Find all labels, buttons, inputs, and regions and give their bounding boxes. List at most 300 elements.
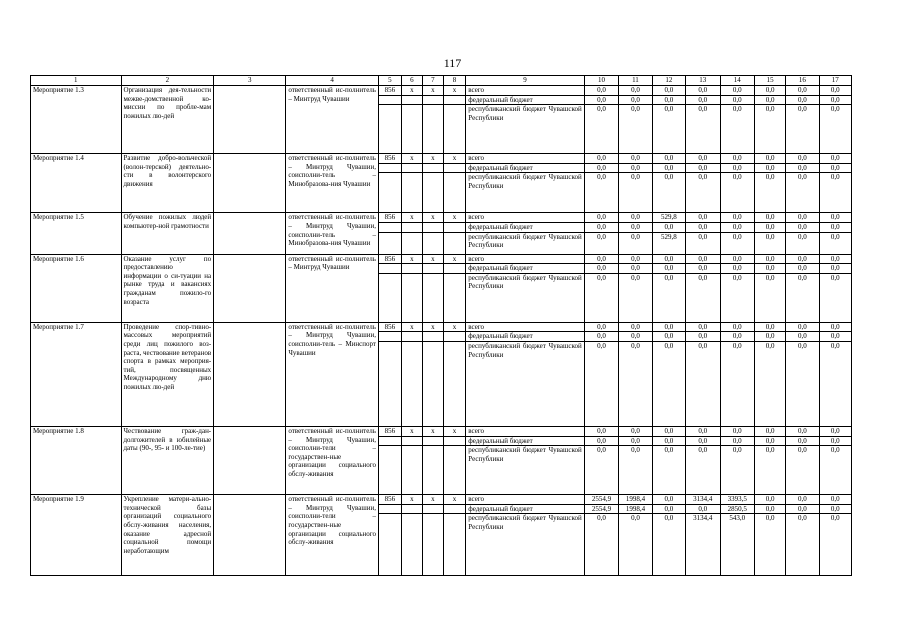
empty-cell <box>379 436 402 446</box>
amount-value: 0,0 <box>786 495 819 505</box>
column-number-row <box>31 76 852 86</box>
amount-value: 0,0 <box>819 154 851 164</box>
amount-value: 0,0 <box>720 154 754 164</box>
amount-value: 0,0 <box>619 213 652 223</box>
empty-cell <box>423 264 443 274</box>
measure-id: Мероприятие 1.9 <box>31 495 122 576</box>
amount-value: 0,0 <box>819 105 851 154</box>
empty-cell <box>214 254 286 322</box>
empty-cell <box>401 273 423 322</box>
amount-value: 0,0 <box>584 213 618 223</box>
amount-value: 0,0 <box>686 154 720 164</box>
empty-cell <box>423 173 443 213</box>
amount-value: 0,0 <box>720 341 754 426</box>
empty-cell <box>423 232 443 254</box>
column-number: 10 <box>584 76 618 86</box>
amount-value: 0,0 <box>652 163 685 173</box>
funding-source: всего <box>466 322 585 332</box>
amount-value: 0,0 <box>720 254 754 264</box>
amount-value: 0,0 <box>720 264 754 274</box>
empty-cell <box>401 105 423 154</box>
amount-value: 529,8 <box>652 213 685 223</box>
amount-value: 0,0 <box>754 332 785 342</box>
amount-value: 0,0 <box>786 222 819 232</box>
funding-source: федеральный бюджет <box>466 436 585 446</box>
code-cell: x <box>401 86 423 96</box>
empty-cell <box>423 222 443 232</box>
empty-cell <box>379 232 402 254</box>
code-cell: x <box>401 322 423 332</box>
empty-cell <box>379 514 402 576</box>
amount-value: 0,0 <box>720 322 754 332</box>
amount-value: 0,0 <box>754 341 785 426</box>
measure-id: Мероприятие 1.7 <box>31 322 122 426</box>
amount-value: 0,0 <box>652 95 685 105</box>
amount-value: 0,0 <box>686 95 720 105</box>
amount-value: 0,0 <box>819 341 851 426</box>
empty-cell <box>379 273 402 322</box>
table-row <box>31 322 852 332</box>
empty-cell <box>443 341 466 426</box>
amount-value: 0,0 <box>819 264 851 274</box>
empty-cell <box>379 504 402 514</box>
column-number: 1 <box>31 76 122 86</box>
amount-value: 0,0 <box>584 254 618 264</box>
amount-value: 0,0 <box>686 426 720 436</box>
amount-value: 0,0 <box>652 264 685 274</box>
empty-cell <box>214 154 286 213</box>
responsible-executor: ответственный ис-полнитель – Минтруд Чувашии, соисполни-тель – Минобразова-ния Чувашии <box>286 213 379 254</box>
amount-value: 0,0 <box>619 514 652 576</box>
empty-cell <box>443 163 466 173</box>
amount-value: 0,0 <box>819 514 851 576</box>
measure-name: Развитие добро-вольческой (волон-терской) деятельно-сти в волонтерского движения <box>121 154 214 213</box>
amount-value: 0,0 <box>619 264 652 274</box>
amount-value: 0,0 <box>652 273 685 322</box>
empty-cell <box>401 173 423 213</box>
amount-value: 0,0 <box>584 105 618 154</box>
code-cell: x <box>443 154 466 164</box>
empty-cell <box>401 341 423 426</box>
amount-value: 0,0 <box>584 322 618 332</box>
amount-value: 0,0 <box>720 222 754 232</box>
amount-value: 0,0 <box>686 273 720 322</box>
amount-value: 3393,5 <box>720 495 754 505</box>
amount-value: 0,0 <box>584 341 618 426</box>
code-cell: x <box>401 495 423 505</box>
funding-source: республиканский бюджет Чувашской Республики <box>466 514 585 576</box>
code-cell: x <box>423 254 443 264</box>
column-number: 12 <box>652 76 685 86</box>
amount-value: 0,0 <box>819 322 851 332</box>
amount-value: 0,0 <box>619 446 652 495</box>
amount-value: 0,0 <box>652 341 685 426</box>
amount-value: 0,0 <box>584 232 618 254</box>
empty-cell <box>423 436 443 446</box>
column-number: 4 <box>286 76 379 86</box>
budget-code: 856 <box>379 254 402 264</box>
funding-source: федеральный бюджет <box>466 222 585 232</box>
amount-value: 0,0 <box>754 254 785 264</box>
amount-value: 0,0 <box>686 322 720 332</box>
amount-value: 0,0 <box>619 86 652 96</box>
code-cell: x <box>401 154 423 164</box>
amount-value: 0,0 <box>786 173 819 213</box>
amount-value: 0,0 <box>786 254 819 264</box>
budget-code: 856 <box>379 322 402 332</box>
amount-value: 0,0 <box>754 436 785 446</box>
column-number: 6 <box>401 76 423 86</box>
amount-value: 0,0 <box>754 154 785 164</box>
funding-source: федеральный бюджет <box>466 504 585 514</box>
column-number: 17 <box>819 76 851 86</box>
amount-value: 0,0 <box>652 436 685 446</box>
amount-value: 0,0 <box>754 322 785 332</box>
measure-name: Оказание услуг по предоставлению информации о си-туации на рынке труда и вакансиях гражданам пожило-го возраста <box>121 254 214 322</box>
table-row <box>31 254 852 264</box>
amount-value: 0,0 <box>754 495 785 505</box>
column-number: 16 <box>786 76 819 86</box>
code-cell: x <box>401 426 423 436</box>
amount-value: 0,0 <box>652 504 685 514</box>
empty-cell <box>423 163 443 173</box>
code-cell: x <box>443 86 466 96</box>
amount-value: 0,0 <box>686 213 720 223</box>
amount-value: 0,0 <box>754 222 785 232</box>
amount-value: 0,0 <box>819 222 851 232</box>
empty-cell <box>401 436 423 446</box>
empty-cell <box>401 163 423 173</box>
empty-cell <box>443 105 466 154</box>
empty-cell <box>401 514 423 576</box>
measure-name: Укрепление матери-ально-технической базы организаций социального обслу-живания населения, оказание адресной социальной помощи неработающим <box>121 495 214 576</box>
amount-value: 0,0 <box>720 232 754 254</box>
amount-value: 0,0 <box>754 514 785 576</box>
amount-value: 0,0 <box>652 426 685 436</box>
funding-source: всего <box>466 154 585 164</box>
empty-cell <box>443 446 466 495</box>
budget-code: 856 <box>379 495 402 505</box>
column-number: 2 <box>121 76 214 86</box>
amount-value: 0,0 <box>786 332 819 342</box>
empty-cell <box>379 173 402 213</box>
amount-value: 0,0 <box>619 232 652 254</box>
amount-value: 0,0 <box>584 173 618 213</box>
column-number: 9 <box>466 76 585 86</box>
amount-value: 0,0 <box>819 504 851 514</box>
empty-cell <box>423 504 443 514</box>
amount-value: 0,0 <box>819 163 851 173</box>
empty-cell <box>423 446 443 495</box>
measure-name: Обучение пожилых людей компьютер-ной грамотности <box>121 213 214 254</box>
amount-value: 0,0 <box>786 436 819 446</box>
amount-value: 2554,9 <box>584 495 618 505</box>
amount-value: 0,0 <box>652 332 685 342</box>
empty-cell <box>423 95 443 105</box>
funding-source: республиканский бюджет Чувашской Республики <box>466 173 585 213</box>
amount-value: 0,0 <box>786 95 819 105</box>
empty-cell <box>443 273 466 322</box>
amount-value: 0,0 <box>786 163 819 173</box>
amount-value: 0,0 <box>686 86 720 96</box>
amount-value: 3134,4 <box>686 514 720 576</box>
amount-value: 0,0 <box>819 232 851 254</box>
empty-cell <box>379 222 402 232</box>
amount-value: 0,0 <box>819 86 851 96</box>
empty-cell <box>214 426 286 494</box>
amount-value: 0,0 <box>619 426 652 436</box>
empty-cell <box>443 264 466 274</box>
amount-value: 0,0 <box>584 273 618 322</box>
code-cell: x <box>423 213 443 223</box>
empty-cell <box>423 514 443 576</box>
amount-value: 0,0 <box>754 232 785 254</box>
amount-value: 0,0 <box>619 163 652 173</box>
amount-value: 0,0 <box>720 446 754 495</box>
empty-cell <box>401 332 423 342</box>
funding-source: республиканский бюджет Чувашской Республики <box>466 273 585 322</box>
amount-value: 0,0 <box>786 322 819 332</box>
amount-value: 0,0 <box>619 332 652 342</box>
empty-cell <box>379 446 402 495</box>
amount-value: 0,0 <box>819 173 851 213</box>
empty-cell <box>423 105 443 154</box>
amount-value: 0,0 <box>720 426 754 436</box>
responsible-executor: ответственный ис-полнитель – Минтруд Чувашии, соисполни-тели – государствен-ные организации социального обслу-живания <box>286 495 379 576</box>
amount-value: 0,0 <box>819 332 851 342</box>
amount-value: 0,0 <box>819 436 851 446</box>
code-cell: x <box>401 213 423 223</box>
funding-source: всего <box>466 254 585 264</box>
amount-value: 0,0 <box>786 341 819 426</box>
amount-value: 0,0 <box>619 95 652 105</box>
amount-value: 0,0 <box>786 154 819 164</box>
code-cell: x <box>443 426 466 436</box>
table-row <box>31 426 852 436</box>
amount-value: 3134,4 <box>686 495 720 505</box>
amount-value: 0,0 <box>584 446 618 495</box>
empty-cell <box>214 86 286 154</box>
empty-cell <box>423 332 443 342</box>
budget-code: 856 <box>379 154 402 164</box>
amount-value: 1998,4 <box>619 495 652 505</box>
amount-value: 0,0 <box>686 436 720 446</box>
funding-source: всего <box>466 495 585 505</box>
amount-value: 0,0 <box>819 446 851 495</box>
amount-value: 0,0 <box>686 222 720 232</box>
amount-value: 0,0 <box>754 426 785 436</box>
code-cell: x <box>443 322 466 332</box>
amount-value: 0,0 <box>652 222 685 232</box>
budget-code: 856 <box>379 213 402 223</box>
amount-value: 0,0 <box>720 86 754 96</box>
amount-value: 0,0 <box>686 173 720 213</box>
empty-cell <box>443 232 466 254</box>
funding-source: всего <box>466 86 585 96</box>
amount-value: 0,0 <box>819 254 851 264</box>
empty-cell <box>423 341 443 426</box>
amount-value: 0,0 <box>584 436 618 446</box>
responsible-executor: ответственный ис-полнитель – Минтруд Чувашии, соисполни-тели – государствен-ные организации социального обслу-живания <box>286 426 379 494</box>
funding-source: республиканский бюджет Чувашской Республики <box>466 232 585 254</box>
responsible-executor: ответственный ис-полнитель – Минтруд Чувашии <box>286 254 379 322</box>
amount-value: 0,0 <box>686 332 720 342</box>
table-row <box>31 86 852 96</box>
amount-value: 0,0 <box>619 322 652 332</box>
funding-source: федеральный бюджет <box>466 95 585 105</box>
amount-value: 0,0 <box>786 264 819 274</box>
amount-value: 0,0 <box>786 426 819 436</box>
amount-value: 0,0 <box>754 86 785 96</box>
amount-value: 0,0 <box>786 514 819 576</box>
empty-cell <box>443 95 466 105</box>
column-number: 13 <box>686 76 720 86</box>
amount-value: 0,0 <box>619 105 652 154</box>
code-cell: x <box>423 322 443 332</box>
amount-value: 0,0 <box>584 426 618 436</box>
empty-cell <box>401 446 423 495</box>
amount-value: 0,0 <box>686 232 720 254</box>
amount-value: 0,0 <box>652 322 685 332</box>
amount-value: 543,0 <box>720 514 754 576</box>
amount-value: 0,0 <box>754 273 785 322</box>
table-row <box>31 495 852 505</box>
amount-value: 0,0 <box>754 264 785 274</box>
empty-cell <box>379 332 402 342</box>
funding-source: республиканский бюджет Чувашской Республики <box>466 105 585 154</box>
amount-value: 0,0 <box>584 332 618 342</box>
column-number: 3 <box>214 76 286 86</box>
funding-source: республиканский бюджет Чувашской Республики <box>466 446 585 495</box>
amount-value: 0,0 <box>686 254 720 264</box>
amount-value: 0,0 <box>619 273 652 322</box>
measure-name: Чествование граж-дан-долгожителей в юбилейные даты (90-, 95- и 100-ле-тие) <box>121 426 214 494</box>
amount-value: 0,0 <box>819 95 851 105</box>
funding-source: федеральный бюджет <box>466 264 585 274</box>
measure-name: Проведение спор-тивно-массовых мероприятий среди лиц пожилого воз-раста, чествование ветеранов спорта в рамках мероприя-тий, посвященных Международному дню пожилых лю-дей <box>121 322 214 426</box>
amount-value: 0,0 <box>686 341 720 426</box>
amount-value: 0,0 <box>619 254 652 264</box>
code-cell: x <box>423 426 443 436</box>
amount-value: 0,0 <box>754 163 785 173</box>
amount-value: 0,0 <box>652 514 685 576</box>
amount-value: 0,0 <box>786 213 819 223</box>
program-table <box>30 75 852 576</box>
code-cell: x <box>401 254 423 264</box>
measure-name: Организация дея-тельности межве-домственной ко-миссии по пробле-мам пожилых лю-дей <box>121 86 214 154</box>
amount-value: 0,0 <box>819 273 851 322</box>
amount-value: 0,0 <box>754 173 785 213</box>
funding-source: республиканский бюджет Чувашской Республики <box>466 341 585 426</box>
empty-cell <box>379 163 402 173</box>
amount-value: 0,0 <box>720 273 754 322</box>
funding-source: всего <box>466 426 585 436</box>
amount-value: 0,0 <box>652 173 685 213</box>
code-cell: x <box>423 495 443 505</box>
column-number: 11 <box>619 76 652 86</box>
amount-value: 0,0 <box>720 163 754 173</box>
empty-cell <box>401 232 423 254</box>
code-cell: x <box>423 86 443 96</box>
empty-cell <box>401 222 423 232</box>
page-number: 117 <box>443 56 462 70</box>
amount-value: 2850,5 <box>720 504 754 514</box>
amount-value: 0,0 <box>652 154 685 164</box>
empty-cell <box>401 264 423 274</box>
amount-value: 0,0 <box>819 426 851 436</box>
empty-cell <box>443 514 466 576</box>
amount-value: 529,8 <box>652 232 685 254</box>
measure-id: Мероприятие 1.6 <box>31 254 122 322</box>
amount-value: 0,0 <box>720 173 754 213</box>
column-number: 15 <box>754 76 785 86</box>
funding-source: всего <box>466 213 585 223</box>
table-row <box>31 213 852 223</box>
funding-source: федеральный бюджет <box>466 163 585 173</box>
amount-value: 0,0 <box>720 436 754 446</box>
amount-value: 0,0 <box>584 95 618 105</box>
column-number: 8 <box>443 76 466 86</box>
amount-value: 0,0 <box>786 446 819 495</box>
amount-value: 0,0 <box>754 95 785 105</box>
amount-value: 0,0 <box>754 504 785 514</box>
amount-value: 0,0 <box>584 222 618 232</box>
amount-value: 0,0 <box>786 105 819 154</box>
amount-value: 0,0 <box>686 105 720 154</box>
code-cell: x <box>443 254 466 264</box>
amount-value: 1998,4 <box>619 504 652 514</box>
code-cell: x <box>443 495 466 505</box>
responsible-executor: ответственный ис-полнитель – Минтруд Чувашии, соисполни-тель – Минспорт Чувашии <box>286 322 379 426</box>
amount-value: 0,0 <box>652 105 685 154</box>
budget-code: 856 <box>379 426 402 436</box>
empty-cell <box>379 105 402 154</box>
amount-value: 0,0 <box>619 436 652 446</box>
amount-value: 0,0 <box>819 213 851 223</box>
amount-value: 0,0 <box>584 86 618 96</box>
measure-id: Мероприятие 1.5 <box>31 213 122 254</box>
empty-cell <box>214 213 286 254</box>
amount-value: 0,0 <box>720 95 754 105</box>
amount-value: 0,0 <box>584 514 618 576</box>
amount-value: 0,0 <box>652 495 685 505</box>
measure-id: Мероприятие 1.3 <box>31 86 122 154</box>
amount-value: 0,0 <box>584 154 618 164</box>
amount-value: 0,0 <box>686 446 720 495</box>
budget-code: 856 <box>379 86 402 96</box>
empty-cell <box>379 95 402 105</box>
amount-value: 0,0 <box>720 213 754 223</box>
amount-value: 0,0 <box>786 273 819 322</box>
amount-value: 0,0 <box>819 495 851 505</box>
empty-cell <box>401 95 423 105</box>
column-number: 14 <box>720 76 754 86</box>
table-row <box>31 154 852 164</box>
empty-cell <box>214 495 286 576</box>
measure-id: Мероприятие 1.4 <box>31 154 122 213</box>
empty-cell <box>443 173 466 213</box>
column-number: 5 <box>379 76 402 86</box>
code-cell: x <box>443 213 466 223</box>
responsible-executor: ответственный ис-полнитель – Минтруд Чувашии, соисполни-тель – Минобразова-ния Чувашии <box>286 154 379 213</box>
empty-cell <box>443 222 466 232</box>
amount-value: 0,0 <box>652 254 685 264</box>
empty-cell <box>401 504 423 514</box>
amount-value: 0,0 <box>652 446 685 495</box>
amount-value: 0,0 <box>686 163 720 173</box>
amount-value: 0,0 <box>720 332 754 342</box>
empty-cell <box>379 264 402 274</box>
